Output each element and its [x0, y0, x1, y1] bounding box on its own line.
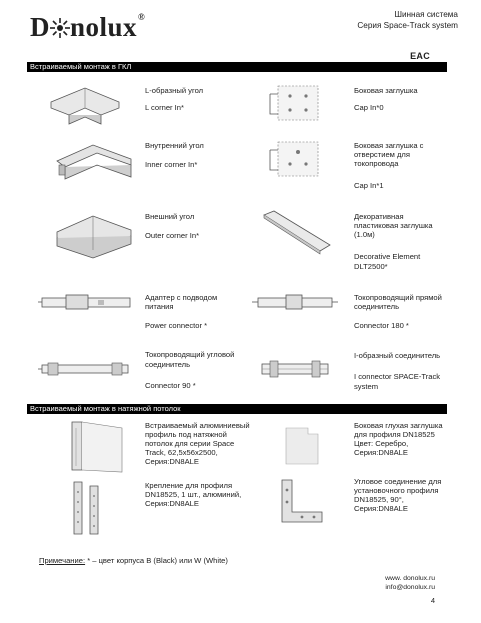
mount-line-1: Крепление для профиля — [145, 481, 233, 490]
connector-90-code: Connector 90 * — [145, 381, 196, 390]
section-title-gkl: Встраиваемый монтаж в ГКЛ — [27, 62, 447, 72]
note-text: * – цвет корпуса B (Black) или W (White) — [85, 556, 228, 565]
note-label: Примечание: — [39, 556, 86, 565]
i-connector-title: I-образный соединитель — [354, 351, 441, 360]
mount-image — [62, 478, 132, 538]
inner-corner-title: Внутренний угол — [145, 141, 204, 150]
profile-line-1: Встраиваемый алюминиевый — [145, 421, 250, 430]
i-connector-code-1: I connector SPACE-Track — [354, 372, 441, 381]
blind-cap-line-4: Серия:DN8ALE — [354, 448, 408, 457]
i-connector-image — [256, 356, 334, 382]
l-corner-image — [45, 82, 125, 130]
connector-90-title-1: Токопроводящий угловой — [145, 350, 235, 359]
decor-title-3: (1.0м) — [354, 230, 375, 239]
cap-with-hole-image — [268, 140, 326, 180]
inner-corner-image — [53, 135, 135, 187]
connector-180-title-2: соединитель — [354, 302, 400, 311]
decor-code-1: Decorative Element — [354, 252, 421, 261]
angle-joint-line-2: установочного профиля — [354, 486, 439, 495]
connector-180-image — [252, 292, 338, 314]
cap-title: Боковая заглушка — [354, 86, 418, 95]
profile-image — [62, 418, 132, 474]
decor-title-2: пластиковая заглушка — [354, 221, 433, 230]
power-connector-image — [38, 292, 134, 314]
blind-cap-line-3: Цвет: Серебро, — [354, 439, 409, 448]
outer-corner-title: Внешний угол — [145, 212, 195, 221]
inner-corner-code: Inner corner In* — [145, 160, 198, 169]
power-connector-title-2: питания — [145, 302, 174, 311]
cap-hole-title-2: отверстием для — [354, 150, 410, 159]
footer-site: www. donolux.ru — [385, 575, 435, 582]
outer-corner-code: Outer corner In* — [145, 231, 200, 240]
eac-mark: EAC — [410, 51, 430, 61]
connector-90-title-2: соединитель — [145, 360, 191, 369]
i-connector-code-2: system — [354, 382, 379, 391]
header-line-1: Шинная система — [394, 10, 458, 19]
connector-180-code: Connector 180 * — [354, 321, 409, 330]
header-line-2: Серия Space-Track system — [357, 21, 458, 30]
page-number: 4 — [430, 596, 435, 605]
decorative-element-image — [258, 207, 334, 257]
power-connector-title-1: Адаптер с подводом — [145, 293, 218, 302]
cap-code: Cap In*0 — [354, 103, 384, 112]
section-title-stretch: Встраиваемый монтаж в натяжной потолок — [27, 404, 447, 414]
outer-corner-image — [53, 208, 135, 260]
cap-hole-title-1: Боковая заглушка с — [354, 141, 424, 150]
cap-image — [268, 84, 326, 124]
note — [39, 556, 228, 565]
angle-joint-image — [276, 476, 328, 526]
blind-cap-line-1: Боковая глухая заглушка — [354, 421, 443, 430]
l-corner-code: L corner In* — [145, 103, 184, 112]
mount-line-2: DN18525, 1 шт., алюминий, — [145, 490, 242, 499]
blind-cap-image — [280, 424, 324, 468]
angle-joint-line-1: Угловое соединение для — [354, 477, 442, 486]
blind-cap-line-2: для профиля DN18525 — [354, 430, 435, 439]
decor-title-1: Декоративная — [354, 212, 404, 221]
connector-180-title-1: Токопроводящий прямой — [354, 293, 442, 302]
sun-icon — [50, 18, 70, 38]
angle-joint-line-3: DN18525, 90°, — [354, 495, 404, 504]
mount-line-3: Серия:DN8ALE — [145, 499, 199, 508]
cap-hole-title-3: токопровода — [354, 159, 399, 168]
connector-90-image — [38, 360, 134, 378]
power-connector-code: Power connector * — [145, 321, 208, 330]
brand-logo: D nolux® — [30, 12, 146, 42]
l-corner-title: L-образный угол — [145, 86, 204, 95]
profile-line-5: Серия:DN8ALE — [145, 457, 199, 466]
profile-line-4: Track, 62,5x56x2500, — [145, 448, 218, 457]
profile-line-2: профиль под натяжной — [145, 430, 227, 439]
profile-line-3: потолок для серии Space — [145, 439, 235, 448]
cap-hole-code: Cap In*1 — [354, 181, 384, 190]
footer-email: info@donolux.ru — [385, 584, 435, 591]
angle-joint-line-4: Серия:DN8ALE — [354, 504, 408, 513]
decor-code-2: DLT2500* — [354, 262, 388, 271]
